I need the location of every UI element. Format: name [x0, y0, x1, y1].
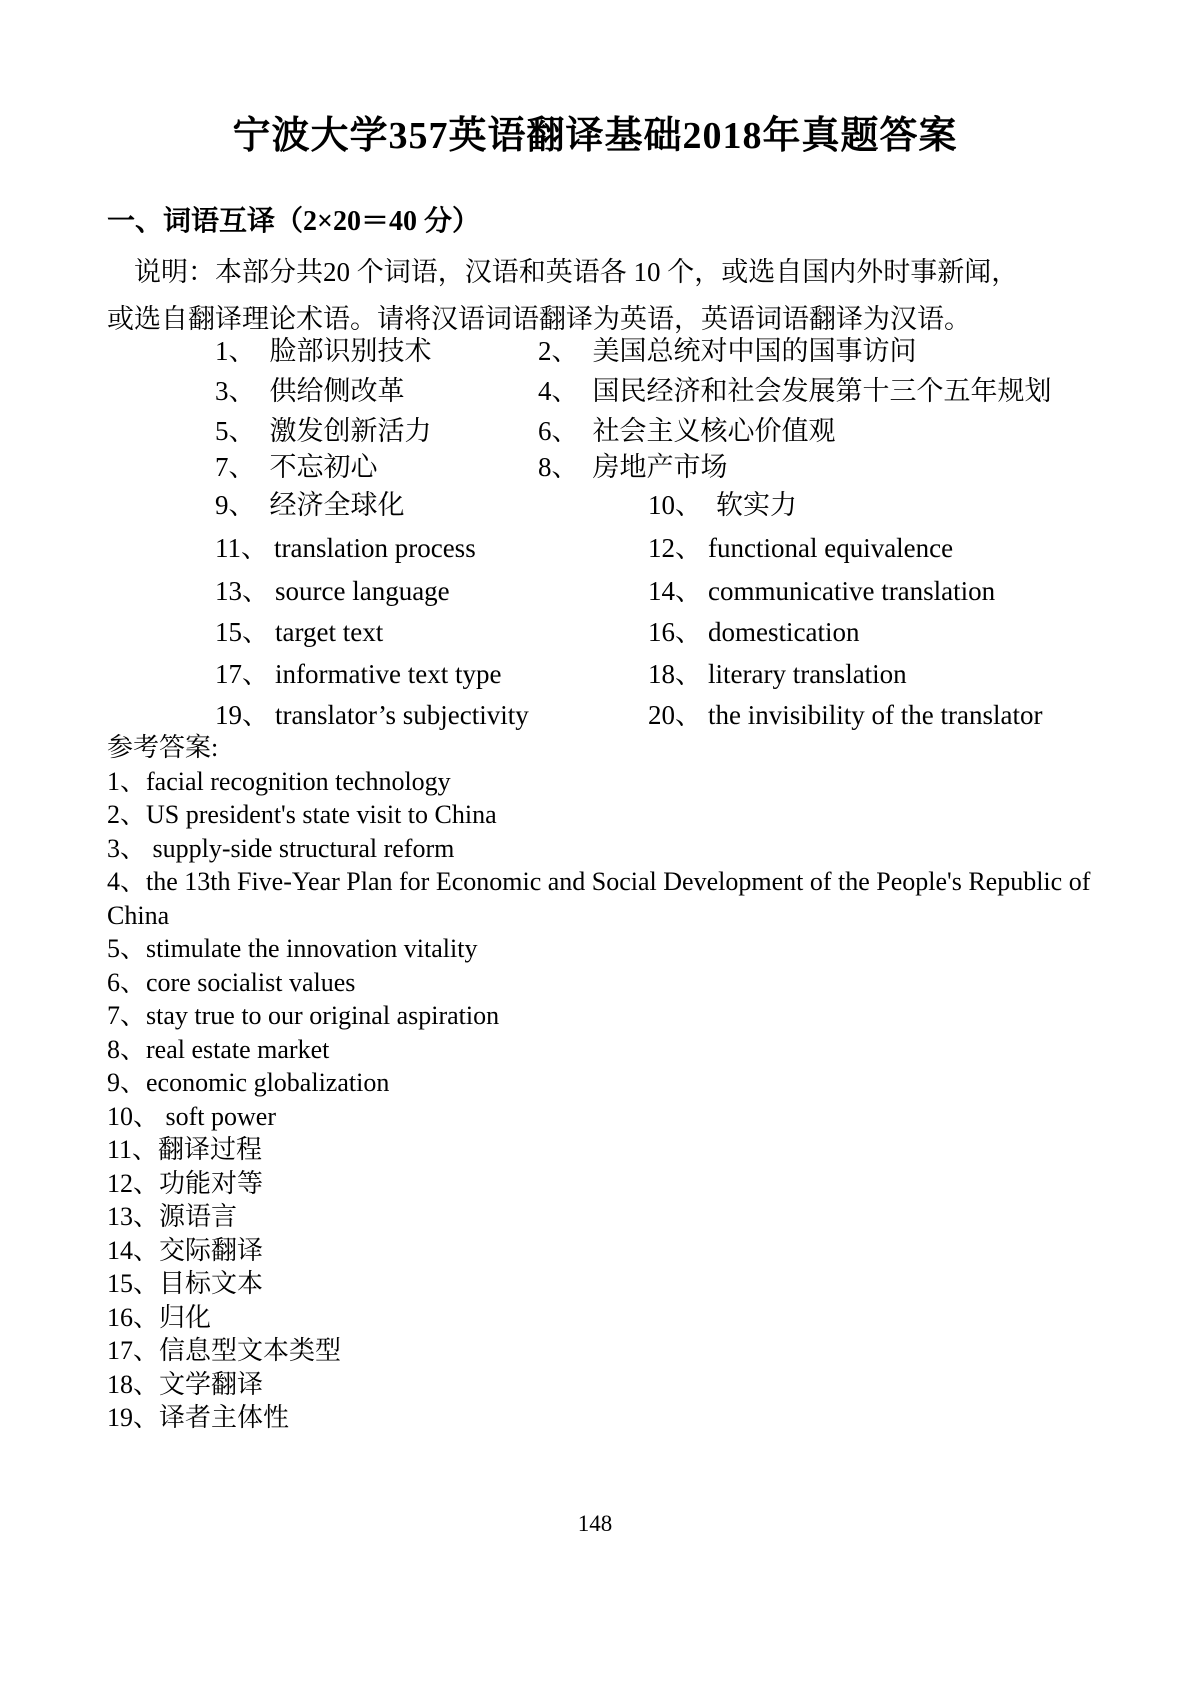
question-text: 社会主义核心价值观 — [592, 416, 836, 446]
answer-item — [107, 1368, 1092, 1402]
question-text: 经济全球化 — [269, 490, 405, 520]
question-item — [215, 653, 648, 695]
answer-number: 11、 — [107, 1135, 159, 1164]
answer-number: 2、 — [107, 800, 147, 829]
question-item — [648, 570, 995, 612]
answer-item — [107, 932, 1092, 966]
answer-number: 7、 — [107, 1001, 147, 1030]
question-text: translator’s subjectivity — [275, 700, 529, 730]
answer-text: soft power — [159, 1101, 276, 1131]
answer-text: 信息型文本类型 — [159, 1336, 342, 1365]
question-item — [538, 331, 917, 371]
question-item — [215, 570, 648, 612]
question-row — [107, 527, 1117, 570]
question-text: domestication — [708, 617, 860, 647]
answers-heading: 参考答案: — [107, 733, 219, 762]
question-item — [648, 695, 1042, 736]
answer-item — [107, 1334, 1092, 1368]
question-row — [107, 695, 1117, 736]
answer-text: core socialist values — [146, 967, 356, 997]
answer-item — [107, 1301, 1092, 1335]
question-number: 5、 — [215, 416, 256, 446]
answer-text: US president's state visit to China — [146, 800, 497, 829]
question-number: 4、 — [538, 376, 579, 406]
answer-item — [107, 765, 1092, 799]
question-text: literary translation — [708, 659, 907, 689]
question-text: source language — [275, 576, 450, 606]
answer-text: real estate market — [146, 1034, 330, 1064]
answer-text: stimulate the innovation vitality — [146, 934, 478, 963]
question-number: 13、 — [215, 576, 269, 606]
question-item — [215, 331, 538, 371]
question-number: 20、 — [648, 700, 702, 730]
answer-number: 5、 — [107, 934, 147, 963]
answer-item — [107, 1066, 1092, 1100]
answer-item — [107, 1033, 1092, 1067]
question-item — [215, 371, 538, 411]
answer-text: 译者主体性 — [159, 1403, 290, 1432]
question-item — [215, 612, 648, 653]
answer-number: 3、 — [107, 833, 147, 863]
question-number: 1、 — [215, 336, 256, 366]
question-row — [107, 411, 1117, 451]
question-text: communicative translation — [708, 576, 996, 606]
question-row — [107, 570, 1117, 612]
question-item — [538, 411, 836, 451]
question-number: 2、 — [538, 336, 579, 366]
question-text: informative text type — [275, 659, 502, 689]
answer-item — [107, 865, 1097, 932]
question-row — [107, 331, 1117, 371]
answer-item — [107, 1234, 1092, 1268]
answer-item — [107, 1100, 1092, 1134]
question-item — [648, 653, 907, 695]
question-item — [648, 612, 859, 653]
question-text: 不忘初心 — [269, 452, 378, 482]
answer-number: 15、 — [107, 1269, 160, 1298]
answer-text: facial recognition technology — [146, 766, 451, 796]
question-item — [215, 411, 538, 451]
answer-text: 目标文本 — [159, 1269, 264, 1298]
question-item — [538, 451, 728, 484]
instructions-line: 说明：本部分共20 个词语，汉语和英语各 10 个，或选自国内外时事新闻， — [134, 257, 1019, 287]
question-number: 8、 — [538, 452, 579, 482]
question-text: 激发创新活力 — [269, 416, 432, 446]
answer-item — [107, 798, 1092, 832]
answer-item — [107, 1167, 1092, 1201]
question-number: 6、 — [538, 416, 579, 446]
page-title: 宁波大学357英语翻译基础2018年真题答案 — [232, 115, 958, 157]
question-item — [215, 527, 648, 570]
page-number: 148 — [577, 1511, 613, 1536]
question-number: 12、 — [648, 533, 702, 563]
question-number: 11、 — [215, 533, 268, 563]
answer-item — [107, 999, 1092, 1033]
answer-number: 4、 — [107, 867, 147, 896]
question-item — [215, 451, 538, 484]
answer-number: 16、 — [107, 1302, 160, 1332]
question-item — [648, 484, 797, 527]
answer-number: 19、 — [107, 1403, 160, 1432]
answer-number: 13、 — [107, 1202, 160, 1231]
question-number: 15、 — [215, 617, 269, 647]
question-number: 16、 — [648, 617, 702, 647]
answer-text: 翻译过程 — [158, 1135, 263, 1164]
answer-number: 12、 — [107, 1168, 160, 1198]
question-item — [215, 484, 648, 527]
question-text: 房地产市场 — [592, 452, 728, 482]
answer-text: economic globalization — [146, 1068, 390, 1097]
answer-text: 归化 — [159, 1302, 212, 1332]
question-row — [107, 451, 1117, 484]
answer-number: 10、 — [107, 1101, 160, 1131]
answer-number: 18、 — [107, 1369, 160, 1399]
answer-number: 8、 — [107, 1034, 147, 1064]
answer-item — [107, 966, 1092, 1000]
answer-number: 1、 — [107, 766, 147, 796]
question-text: the invisibility of the translator — [708, 700, 1043, 730]
answer-text: 交际翻译 — [159, 1235, 264, 1265]
answer-item — [107, 1267, 1092, 1301]
question-number: 18、 — [648, 659, 702, 689]
question-list — [107, 331, 1117, 736]
answer-item — [107, 1200, 1092, 1234]
question-text: 软实力 — [716, 490, 797, 520]
question-number: 10、 — [648, 490, 702, 520]
question-number: 7、 — [215, 452, 256, 482]
question-text: 供给侧改革 — [269, 376, 405, 406]
instructions-line: 或选自翻译理论术语。请将汉语词语翻译为英语，英语词语翻译为汉语。 — [107, 304, 971, 334]
question-number: 9、 — [215, 490, 256, 520]
answer-text: the 13th Five-Year Plan for Economic and Social Development of the People's Republic of China — [107, 867, 1097, 930]
answer-text: 源语言 — [159, 1202, 238, 1231]
question-row — [107, 612, 1117, 653]
answer-section — [107, 731, 1097, 1435]
answer-number: 14、 — [107, 1235, 160, 1265]
question-row — [107, 484, 1117, 527]
answer-item — [107, 1133, 1092, 1167]
question-text: target text — [275, 617, 384, 647]
answer-text: 功能对等 — [159, 1168, 264, 1198]
question-number: 17、 — [215, 659, 269, 689]
answer-item — [107, 1401, 1092, 1435]
question-item — [648, 527, 953, 570]
answer-text: supply-side structural reform — [146, 833, 455, 863]
answer-number: 6、 — [107, 967, 147, 997]
question-row — [107, 653, 1117, 695]
question-text: 美国总统对中国的国事访问 — [592, 336, 917, 366]
question-item — [215, 695, 648, 736]
answer-number: 9、 — [107, 1068, 147, 1097]
question-number: 14、 — [648, 576, 702, 606]
question-text: 国民经济和社会发展第十三个五年规划 — [592, 376, 1052, 406]
question-text: 脸部识别技术 — [269, 336, 432, 366]
question-item — [538, 371, 1052, 411]
question-number: 19、 — [215, 700, 269, 730]
answer-text: stay true to our original aspiration — [146, 1001, 500, 1030]
question-row — [107, 371, 1117, 411]
question-text: functional equivalence — [708, 533, 954, 563]
answer-number: 17、 — [107, 1336, 160, 1365]
section-instructions — [107, 249, 1087, 343]
question-text: translation process — [274, 533, 476, 563]
answer-item — [107, 832, 1092, 866]
answer-text: 文学翻译 — [159, 1369, 264, 1399]
section-heading: 一、词语互译（2×20＝40 分） — [107, 206, 480, 237]
question-number: 3、 — [215, 376, 256, 406]
